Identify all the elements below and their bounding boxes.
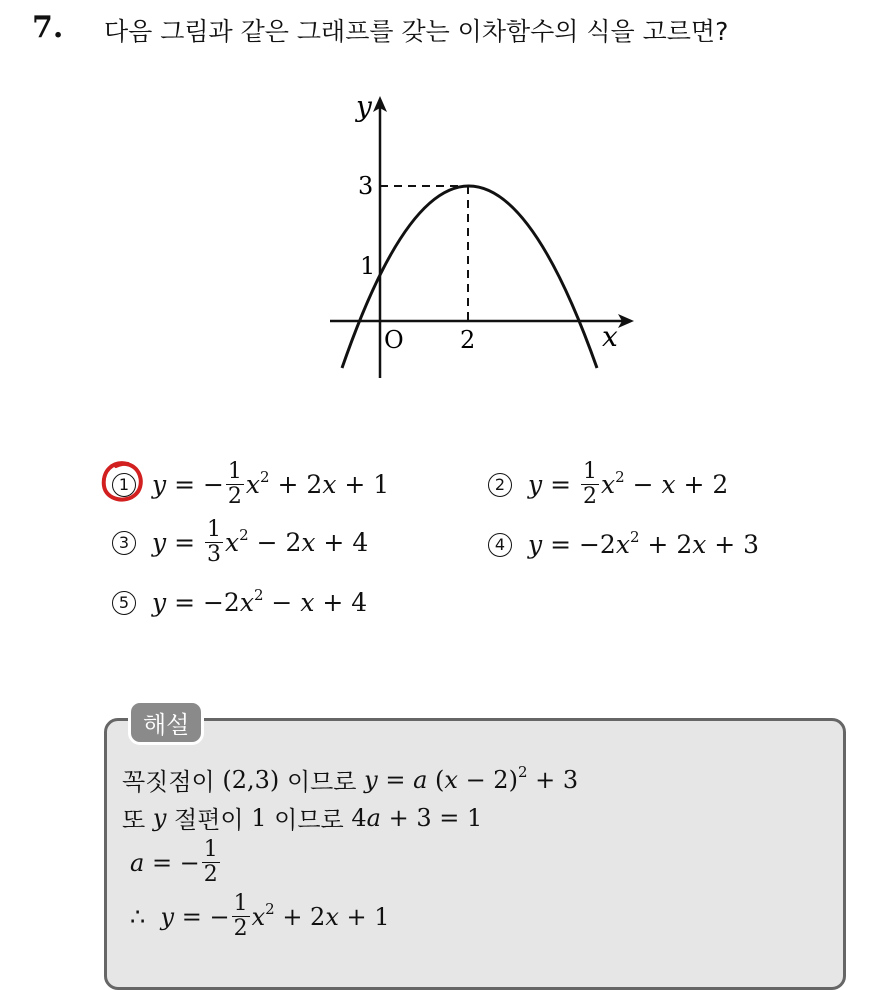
solution-tag: 해설: [128, 700, 204, 745]
solution-line-2: 또 y 절편이 1 이므로 4 a + 3 = 1: [122, 803, 483, 834]
question-number: 7.: [32, 10, 64, 45]
choice-1-number: 1: [112, 473, 136, 497]
solution-line-1: 꼭짓점이 (2,3) 이므로 y = a ( x − 2) $^2$ + 3: [122, 762, 579, 796]
choice-3[interactable]: 3 y = $\frac{1}{3}$ x $^2$ − 2 x + 4: [112, 518, 368, 567]
y-tick-1: 1: [360, 252, 376, 280]
choice-2-number: 2: [488, 473, 512, 497]
question-text: 다음 그림과 같은 그래프를 갖는 이차함수의 식을 고르면?: [104, 17, 729, 46]
y-axis-label: y: [356, 90, 372, 123]
choice-2[interactable]: 2 y = $\frac{1}{2}$ x $^2$ − x + 2: [488, 460, 728, 509]
parabola-graph: [320, 88, 650, 388]
choice-3-number: 3: [112, 531, 136, 555]
solution-line-3: a = − $\frac{1}{2}$: [130, 837, 218, 887]
choice-5[interactable]: 5 y = −2 x $^2$ − x + 4: [112, 588, 367, 617]
choice-4[interactable]: 4 y = −2 x $^2$ + 2 x + 3: [488, 530, 759, 559]
choice-1[interactable]: 1 y = − $\frac{1}{2}$ x $^2$ + 2 x + 1: [112, 460, 389, 509]
choice-5-number: 5: [112, 591, 136, 615]
origin-label: O: [384, 326, 404, 354]
choice-4-number: 4: [488, 533, 512, 557]
x-tick-2: 2: [460, 326, 476, 354]
y-tick-3: 3: [358, 172, 374, 200]
solution-line-4: ∴ y = − $\frac{1}{2}$ x $^2$ + 2 x + 1: [130, 891, 390, 941]
x-axis-label: x: [602, 320, 618, 353]
